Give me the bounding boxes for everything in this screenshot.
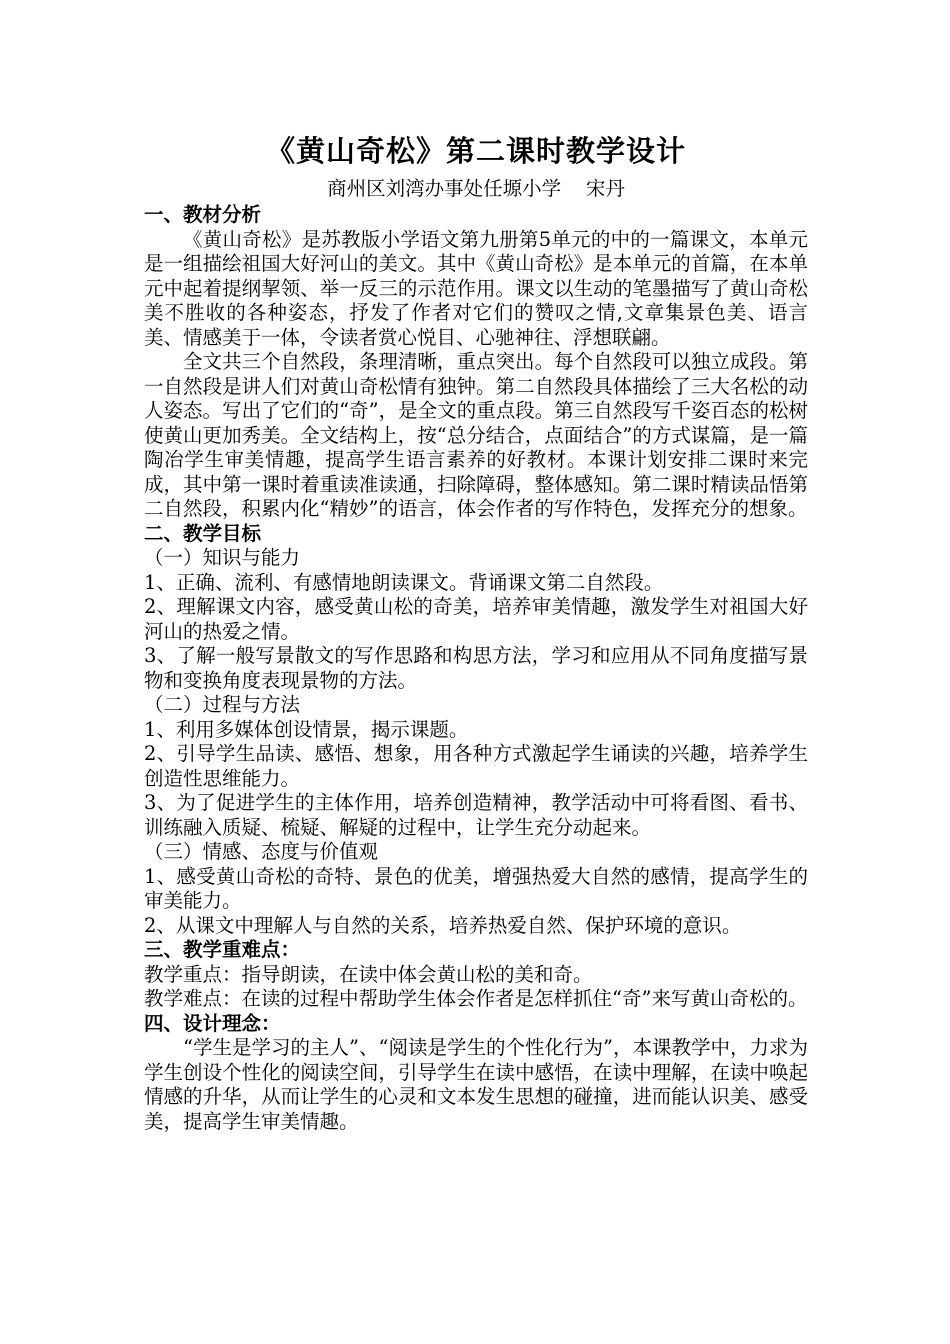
section-heading: 四、设计理念： xyxy=(144,1011,281,1035)
document-page xyxy=(144,128,808,1134)
list-item: 2、理解课文内容，感受黄山松的奇美，培养审美情趣，激发学生对祖国大好河山的热爱之情。 xyxy=(144,595,808,643)
section-teaching-goals xyxy=(144,522,808,939)
section-key-points xyxy=(144,938,808,1012)
list-item: 2、引导学生品读、感悟、想象，用各种方式激起学生诵读的兴趣，培养学生创造性思维能力。 xyxy=(144,742,808,790)
document-title: 《黄山奇松》第二课时教学设计 xyxy=(265,134,686,168)
section-heading: 三、教学重难点： xyxy=(144,938,301,961)
list-item: 1、正确、流利、有感情地朗读课文。背诵课文第二自然段。 xyxy=(144,570,664,594)
author-line: 商州区刘湾办事处任塬小学 宋丹 xyxy=(327,177,625,200)
subsection-label: （三）情感、态度与价值观 xyxy=(144,840,379,863)
section-heading: 二、教学目标 xyxy=(144,521,262,545)
list-item: 3、了解一般写景散文的写作思路和构思方法，学习和应用从不同角度描写景物和变换角度表现景物的方法。 xyxy=(144,644,808,692)
difficulty-line: 教学难点：在读的过程中帮助学生体会作者是怎样抓住“奇”来写黄山奇松的。 xyxy=(144,987,808,1010)
paragraph: 全文共三个自然段，条理清晰，重点突出。每个自然段可以独立成段。第一自然段是讲人们对黄山奇松情有独钟。第二自然段具体描绘了三大名松的动人姿态。写出了它们的“奇”，是全文的重点段。第三自然段写千姿百态的松树使黄山更加秀美。全文结构上，按“总分结合，点面结合”的方式谋篇，是一篇陶冶学生审美情趣，提高学生语言素养的好教材。本课计划安排二课时来完成，其中第一课时着重读准读通，扫除障碍，整体感知。第二课时精读品悟第二自然段，积累内化“精妙”的语言，体会作者的写作特色，发挥充分的想象。 xyxy=(144,350,808,520)
key-point-line: 教学重点：指导朗读，在读中体会黄山松的美和奇。 xyxy=(144,962,593,986)
section-material-analysis xyxy=(144,203,808,522)
paragraph: 《黄山奇松》是苏教版小学语文第九册第5单元的中的一篇课文，本单元是一组描绘祖国大好河山的美文。其中《黄山奇松》是本单元的首篇，在本单元中起着提纲挈领、举一反三的示范作用。课文以生动的笔墨描写了黄山奇松美不胜收的各种姿态，抒发了作者对它们的赞叹之情,文章集景色美、语言美、情感美于一体，令读者赏心悦目、心驰神往、浮想联翩。 xyxy=(144,227,808,349)
subsection-label: （一）知识与能力 xyxy=(144,546,301,569)
list-item: 1、感受黄山奇松的奇特、景色的优美，增强热爱大自然的感情，提高学生的审美能力。 xyxy=(144,864,808,912)
section-heading: 一、教材分析 xyxy=(144,203,262,226)
list-item: 2、从课文中理解人与自然的关系，培养热爱自然、保护环境的意识。 xyxy=(144,913,742,937)
list-item: 1、利用多媒体创设情景，揭示课题。 xyxy=(144,717,469,741)
list-item: 3、为了促进学生的主体作用，培养创造精神，教学活动中可将看图、看书、训练融入质疑、梳疑、解疑的过程中，让学生充分动起来。 xyxy=(144,791,808,839)
section-design-concept xyxy=(144,1012,808,1135)
subsection-label: （二）过程与方法 xyxy=(144,693,301,716)
paragraph: “学生是学习的主人”、“阅读是学生的个性化行为”，本课教学中，力求为学生创设个性化的阅读空间，引导学生在读中感悟，在读中理解，在读中唤起情感的升华，从而让学生的心灵和文本发生思想的碰撞，进而能认识美、感受美，提高学生审美情趣。 xyxy=(144,1036,808,1133)
